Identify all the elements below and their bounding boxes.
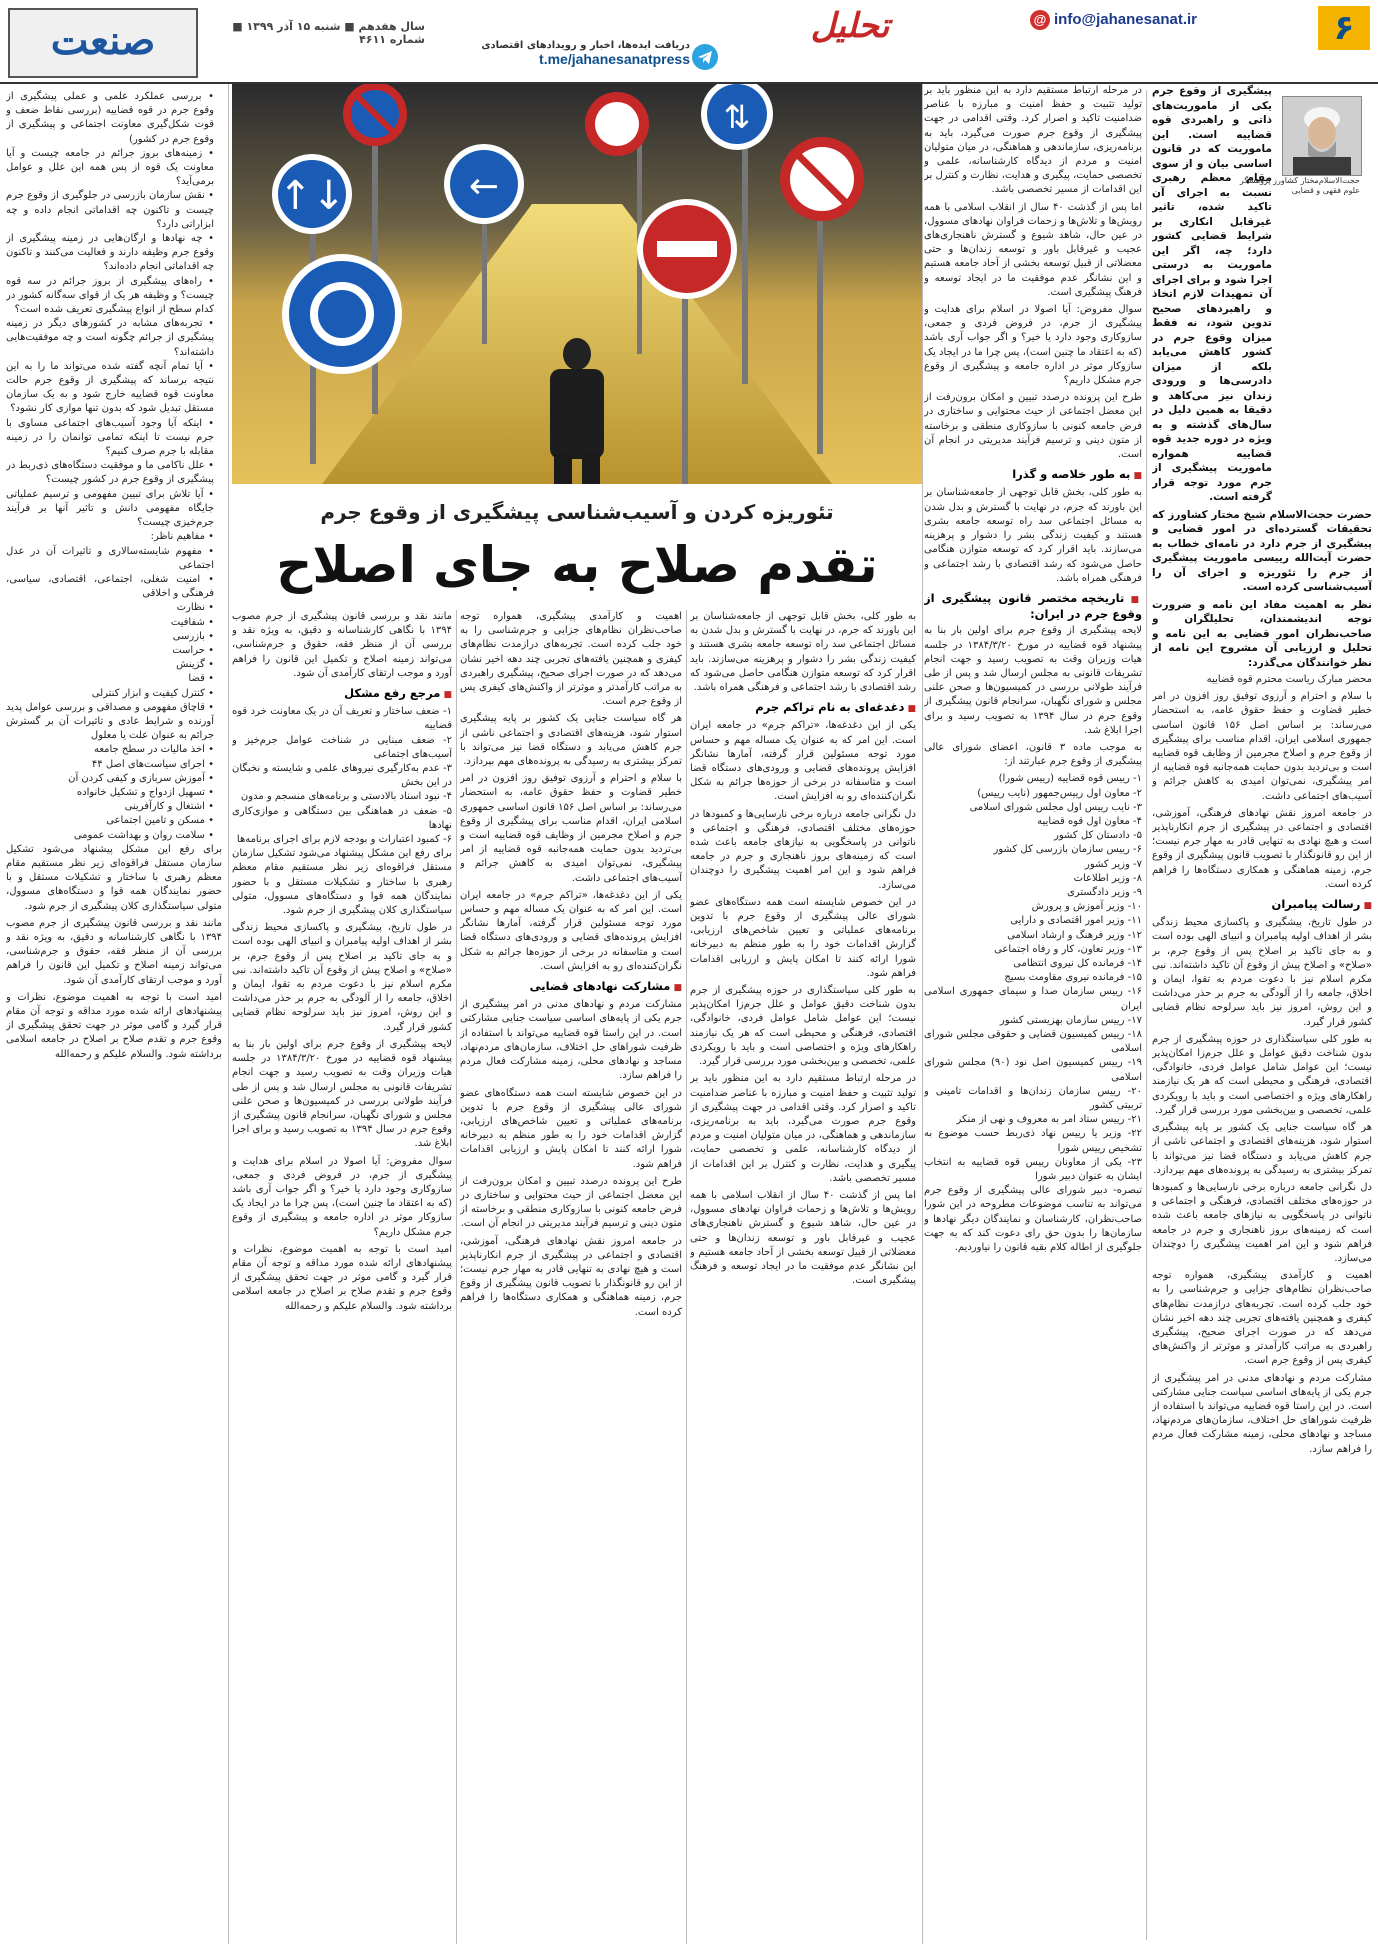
problem-item: ۲- ضعف مبنایی در شناخت عوامل جرم‌خیز و آسیب‌های اجتماعی <box>232 734 452 760</box>
closing-paragraph-2: امید است با توجه به اهمیت موضوع، نظرات و پیشنهادهای ارائه شده مورد مداقه و توجه آن مقام قرار گیرد و گامی موثر در جهت تحقق پیشگیری از وقوع جرم و تقدم صلاح بر اصلاح در جامعه اسلامی برداشته شود. والسلام علیکم و رحمه‌الله <box>6 991 222 1060</box>
author-caption: حجت‌الاسلام‌مختار کشاورز پژوهشگر علوم فقهی و قضایی <box>1239 176 1360 195</box>
problem-item: ۵- ضعف در هماهنگی بین دستگاهی و موازی‌کاری نهادها <box>232 805 452 831</box>
paragraph-l2: به طور کلی، بخش قابل توجهی از جامعه‌شناسان بر این باورند که جرم، در نهایت با گسترش و بدل شدن به مسائل اجتماعی سد راه توسعه جامعه بشری هستند و کیفیت زندگی بشر را دشوار و پرهزینه می‌سازند. باید اقرار کرد که توسعه متوازن هنگامی حاصل می‌شود که رشد اقتصادی با رشد اجتماعی و فرهنگی همراه باشد. <box>690 611 916 694</box>
paragraph-l: به طور کلی، بخش قابل توجهی از جامعه‌شناسان بر این باورند که جرم، در نهایت با گسترش و بدل شدن به مسائل اجتماعی سد راه توسعه جامعه بشری هستند و کیفیت زندگی بشر را دشوار و پرهزینه می‌سازند. باید اقرار کرد که توسعه متوازن هنگامی حاصل می‌شود که رشد اقتصادی با رشد اجتماعی و فرهنگی همراه باشد. <box>924 487 1142 584</box>
paragraph-h2: به طور کلی سیاستگذاری در حوزه پیشگیری از جرم بدون شناخت دقیق عوامل و علل جرم‌زا امکان‌پذیر نیست؛ این عوامل شامل عوامل فردی، خانوادگی، اقتصادی، فرهنگی و محیطی است که هر یک نیازمند راهکارهای ویژه و اختصاصی است و باید با رویکردی علمی، تخصصی و بین‌بخشی مورد بررسی قرار گیرد. <box>690 985 916 1068</box>
concept-item: • سلامت روان و بهداشت عمومی <box>73 829 214 841</box>
council-member-item: ۲۳- یکی از معاونان رییس قوه قضاییه به انتخاب ایشان به عنوان دبیر شورا <box>924 1156 1142 1183</box>
council-member-item: ۱۲- وزیر فرهنگ و ارشاد اسلامی <box>1007 929 1142 941</box>
column-divider <box>456 610 457 1944</box>
paragraph-g2: طرح این پرونده درصدد تبیین و امکان برون‌رفت از این معضل اجتماعی از حیث محتوایی و ساختاری در فرض جامعه کنونی با سازوکاری منطقی و برخاسته از متون دینی و ترسیم فرآیند مدیریتی در انجام آن است. <box>460 1175 682 1230</box>
paragraph-o: اهمیت و کارآمدی پیشگیری، همواره توجه صاحب‌نظران نظام‌های جزایی و جرم‌شناسی را به خود جلب کرده است. تجربه‌های درازمدت نظام‌های کیفری و همچنین یافته‌های تجربی چند دهه اخیر نشان می‌دهد که در صورت اجرای صحیح، پیشگیری راهبردی به مراتب کارآمدتر و موثرتر از واکنش‌های کیفری پس از وقوع جرم است. <box>1152 1270 1372 1367</box>
concept-item: • شفافیت <box>170 616 214 628</box>
review-item: • راه‌های پیشگیری از بروز جرائم در سه قوه چیست؟ و وظیفه هر یک از قوای سه‌گانه کشور در کدام سطح از انواع پیشگیری تعریف شده است؟ <box>6 275 214 316</box>
subhead-history: ■ تاریخچه مختصر قانون پیشگیری از وقوع جرم در ایران: <box>924 591 1142 621</box>
column-5 <box>232 610 452 1944</box>
concept-item: • مسکن و تامین اجتماعی <box>106 815 214 827</box>
problem-item: ۳- عدم به‌کارگیری نیروهای علمی و شایسته و نخبگان در این بخش <box>232 763 452 789</box>
salutation: محضر مبارک ریاست محترم قوه قضاییه <box>1206 674 1372 685</box>
lead-paragraph-3: نظر به اهمیت مفاد این نامه و ضرورت توجه اندیشمندان، تحلیلگران و صاحب‌نظران امور قضایی به این نامه و تحلیل و ارزیابی آن مشروح این نامه از نظر خوانندگان می‌گذرد: <box>1152 598 1372 669</box>
council-member-item: ۱۳- وزیر تعاون، کار و رفاه اجتماعی <box>994 943 1142 955</box>
logo-text: صنعت <box>50 17 156 64</box>
newspaper-logo <box>8 8 198 78</box>
paragraph-n2: دل نگرانی جامعه درباره برخی نارسایی‌ها و کمبودها در حوزه‌های مختلف اقتصادی، فرهنگی و اجتماعی و ناتوانی در پاسخگویی به نیازهای جامعه باعث شده است که زمینه‌های بروز ناهنجاری و جرم در جامعه فراهم شود و این امر اهمیت پیشگیری را دوچندان می‌سازد. <box>690 808 916 891</box>
concept-item: • اشتغال و کارآفرینی <box>124 801 214 813</box>
paragraph-c: در جامعه امروز نقش نهادهای فرهنگی، آموزشی، اقتصادی و اجتماعی در پیشگیری از جرم انکارناپذیر است و هیچ نهادی به تنهایی قادر به مهار جرم نیست؛ از این رو قانونگذار با تصویب قانون پیشگیری از وقوع جرم، زمینه هماهنگی و همکاری دستگاه‌ها را فراهم کرده است. <box>1152 807 1372 890</box>
lead-paragraph-2: حضرت حجت‌الاسلام شیخ مختار کشاورز که تحقیقات گسترده‌ای در امور قضایی و پیشگیری از جرم دارد در نامه‌ای خطاب به حضرت آیت‌الله رییسی ماموریت پیشگیری از جرم را تئوریزه و اجرای آن را آسیب‌شناسی کرده است. <box>1152 508 1372 593</box>
column-1 <box>1152 84 1372 1944</box>
svg-text:←: ← <box>468 166 500 207</box>
column-2 <box>924 84 1142 1944</box>
paragraph-a2: با سلام و احترام و آرزوی توفیق روز افزون در امر خطیر قضاوت و حفظ حقوق عامه، به استحضار می‌رساند: بر اساس اصل ۱۵۶ قانون اساسی جمهوری اسلامی ایران، اقدام مناسب برای پیشگیری از وقوع جرم و اصلاح مجرمین از وظایف قوه قضاییه است و بی‌تردید بدون حمایت همه‌جانبه قوه قضاییه از امر پیشگیری، نمی‌توان امیدی به کاهش جرائم و آسیب‌های اجتماعی داشت. <box>460 773 682 884</box>
section-title: تحلیل <box>810 6 890 46</box>
council-member-item: ۹- وزیر دادگستری <box>1066 886 1142 898</box>
column-divider <box>922 84 923 1944</box>
concept-item: • مفهوم شایسته‌سالاری و تاثیرات آن در عدل اجتماعی <box>6 545 214 571</box>
svg-text:⇅: ⇅ <box>723 98 751 136</box>
paragraph-k: تبصره- دبیر شورای عالی پیشگیری از وقوع جرم می‌تواند به تناسب موضوعات مطروحه در این شورا صاحب‌نظران، کارشناسان و نمایندگان دیگر نهادها و سازمان‌ها را بدون حق رای دعوت کند که به جهت جلوگیری از اطاله کلام بقیه قانون را نیاوردیم. <box>924 1185 1142 1254</box>
concepts-list <box>6 530 222 842</box>
review-item: • علل ناکامی ما و موفقیت دستگاه‌های ذی‌ربط در پیشگیری از وقوع جرم در کشور چیست؟ <box>6 460 214 486</box>
closing-paragraph: امید است با توجه به اهمیت موضوع، نظرات و پیشنهادهای ارائه شده مورد مداقه و توجه آن مقام قرار گیرد و گامی موثر در جهت تحقق پیشگیری از وقوع جرم و تقدم صلاح بر اصلاح در جامعه اسلامی برداشته شود. والسلام علیکم و رحمه‌الله <box>232 1243 452 1312</box>
council-member-item: ۵- دادستان کل کشور <box>1053 830 1142 842</box>
paragraph-c2: در جامعه امروز نقش نهادهای فرهنگی، آموزشی، اقتصادی و اجتماعی در پیشگیری از جرم انکارناپذیر است و هیچ نهادی به تنهایی قادر به مهار جرم نیست؛ از این رو قانونگذار با تصویب قانون پیشگیری از وقوع جرم، زمینه هماهنگی و همکاری دستگاه‌ها را فراهم کرده است. <box>460 1235 682 1318</box>
council-member-item: ۱۶- رییس سازمان صدا و سیمای جمهوری اسلامی ایران <box>924 986 1142 1012</box>
council-member-item: ۱۱- وزیر امور اقتصادی و دارایی <box>1010 915 1142 927</box>
email-text: info@jahanesanat.ir <box>1054 11 1197 28</box>
paragraph-g: طرح این پرونده درصدد تبیین و امکان برون‌رفت از این معضل اجتماعی از حیث محتوایی و ساختاری در فرض جامعه کنونی با سازوکاری منطقی و برخاسته از متون دینی و ترسیم فرآیند مدیریتی در انجام آن است. <box>924 392 1142 461</box>
review-items-list <box>6 90 222 530</box>
paragraph-e2: اما پس از گذشت ۴۰ سال از انقلاب اسلامی با همه رویش‌ها و تلاش‌ها و زحمات فراوان نهادهای مسوول، در عین حال، شاهد شیوع و گسترش ناهنجاری‌های عجیب و غیرقابل باور و توسعه زندان‌ها و حتی معضلاتی از قبیل توسعه بخشی از آحاد جامعه هستیم و این نشانگر عدم موفقیت ما در ایجاد توسعه و فرهنگ پیشگیری است. <box>690 1189 916 1287</box>
paragraph-n: دل نگرانی جامعه درباره برخی نارسایی‌ها و کمبودها در حوزه‌های مختلف اقتصادی، فرهنگی و اجتماعی و ناتوانی در پاسخگویی به نیازهای جامعه باعث شده است که زمینه‌های بروز ناهنجاری و جرم در جامعه فراهم شود و این امر اهمیت پیشگیری را دوچندان می‌سازد. <box>1152 1181 1372 1264</box>
paragraph-o2: اهمیت و کارآمدی پیشگیری، همواره توجه صاحب‌نظران نظام‌های جزایی و جرم‌شناسی را به خود جلب کرده است. تجربه‌های درازمدت نظام‌های کیفری و همچنین یافته‌های تجربی چند دهه اخیر نشان می‌دهد که در صورت اجرای صحیح، پیشگیری راهبردی به مراتب کارآمدتر و موثرتر از واکنش‌های کیفری پس از وقوع جرم است. <box>460 611 682 708</box>
telegram-text: دریافت ایده‌ها، اخبار و رویدادهای اقتصادی <box>481 40 690 51</box>
subhead-judicial-participation: ■ مشارکت نهادهای قضایی <box>460 979 682 995</box>
problems-list <box>232 705 452 847</box>
review-item: • نقش سازمان بازرسی در جلوگیری از وقوع جرم چیست و تاکنون چه اقداماتی انجام داده و چه ابزاراتی دارد؟ <box>6 190 214 230</box>
subhead-resolution: ■ مرجع رفع مشکل <box>232 686 452 702</box>
paragraph-h: به طور کلی سیاستگذاری در حوزه پیشگیری از جرم بدون شناخت دقیق عوامل و علل جرم‌زا امکان‌پذیر نیست؛ این عوامل شامل عوامل فردی، خانوادگی، اقتصادی، فرهنگی و محیطی است که هر یک نیازمند راهکارهای ویژه و اختصاصی است و باید با رویکردی علمی، تخصصی و بین‌بخشی مورد بررسی قرار گیرد. <box>1152 1033 1372 1116</box>
paragraph-m: یکی از این دغدغه‌ها، «تراکم جرم» در جامعه ایران است. این امر که به عنوان یک مساله مهم و حساس مورد توجه مسئولین قرار گرفته، آمارها نشانگر افزایش پرونده‌های قضایی و ورودی‌های دستگاه قضا است و متاسفانه در برخی از حوزه‌ها جرائم به شکل نگران‌کننده‌ای رو به افزایش است. <box>690 720 916 803</box>
subhead-crime-density: ■ دغدغه‌ای به نام تراکم جرم <box>690 700 916 716</box>
review-item: • آیا تمام آنچه گفته شده می‌تواند ما را به این نتیجه برساند که پیشگیری از وقوع جرم حالت معاونت قوه قضاییه خارج شود و به یک سازمان مستقل تبدیل شود که بدون تنها موازی کار نشود؟ <box>6 360 214 415</box>
column-divider <box>1146 90 1147 1940</box>
concept-item: • مفاهیم ناظر: <box>150 531 214 543</box>
concept-item: • گزینش <box>176 659 214 671</box>
paragraph-b: در طول تاریخ، پیشگیری و پاکسازی محیط زندگی بشر از اهداف اولیه پیامبران و انبیای الهی بوده است و به جای تاکید بر اصلاح پس از وقوع جرم، بر «صلاح» و اصلاح پیش از وقوع آن تاکید داشته‌اند. نبی مکرم اسلام نیز با دعوت مردم به تقوا، ایمان و اخلاق، جامعه را از آلودگی به جرم بر حذر می‌داشت و این روش، امروز نیز باید سرلوحه نظام قضایی کشور قرار گیرد. <box>1152 917 1372 1028</box>
telegram-promo <box>440 40 690 80</box>
council-member-item: ۱۰- وزیر آموزش و پرورش <box>1031 901 1142 913</box>
svg-text:↑↓: ↑↓ <box>278 173 346 219</box>
concept-item: • بازرسی <box>172 630 214 642</box>
issue-info: سال هفدهم ■ شنبه ۱۵ آذر ۱۳۹۹ ■ شماره ۴۶۱۱ <box>232 20 425 46</box>
paragraph-q: مشارکت مردم و نهادهای مدنی در امر پیشگیری از جرم یکی از پایه‌های اساسی سیاست جنایی مشارکتی است. در این راستا قوه قضاییه می‌تواند با استفاده از ظرفیت شوراهای حل اختلاف، سازمان‌های مردم‌نهاد، مساجد و نهادهای محلی، زمینه مشارکت فعال مردم را فراهم سازد. <box>1152 1372 1372 1455</box>
concept-item: • امنیت شغلی، اجتماعی، اقتصادی، سیاسی، فرهنگی و اخلاقی <box>6 573 214 600</box>
review-item: • اینکه آیا وجود آسیب‌های اجتماعی مساوی با جرم نیست تا اینکه تمامی توانمان را در زمینه مقابله با جرم صرف کنیم؟ <box>6 417 214 458</box>
council-member-item: ۲۲- وزیر یا رییس نهاد ذی‌ربط حسب موضوع به تشخیص رییس شورا <box>924 1128 1142 1154</box>
paragraph-i: لایحه پیشگیری از وقوع جرم برای اولین بار بنا به پیشنهاد قوه قضاییه در مورخ ۱۳۸۴/۳/۲۰ در جلسه هیات وزیران وقت به تصویب رسید و جهت انجام تشریفات قانونی به مجلس ارسال شد و پس از طی فرآیند طولانی بررسی در کمیسیون‌ها و صحن علنی مجلس و شورای نگهبان، سرانجام قانون پیشگیری از وقوع جرم در سال ۱۳۹۴ به تصویب رسید و برای اجرا ابلاغ شد. <box>924 625 1142 736</box>
concept-item: • حراست <box>172 644 214 656</box>
article-headline: تقدم صلاح به جای اصلاح <box>276 536 878 594</box>
concept-item: • قضا <box>188 673 214 685</box>
paragraph-r2: در این خصوص شایسته است همه دستگاه‌های عضو شورای عالی پیشگیری از وقوع جرم با تدوین برنامه‌های عملیاتی و تعیین شاخص‌های ارزیابی، گزارش اقدامات خود را به طور منظم به دبیرخانه شورا ارائه کنند تا امکان پایش و ارزیابی اقدامات فراهم شود. <box>460 1087 682 1170</box>
review-item: • چه نهادها و ارگان‌هایی در زمینه پیشگیری از وقوع جرم وظیفه دارند و فعالیت می‌کنند و تاکنون چه اقداماتی انجام داده‌اند؟ <box>6 233 214 273</box>
article-photo <box>232 84 922 484</box>
council-member-item: ۲۱- رییس ستاد امر به معروف و نهی از منکر <box>956 1114 1142 1126</box>
column-3 <box>690 610 916 1944</box>
paragraph-b2: در طول تاریخ، پیشگیری و پاکسازی محیط زندگی بشر از اهداف اولیه پیامبران و انبیای الهی بوده است و به جای تاکید بر اصلاح پس از وقوع جرم، بر «صلاح» و اصلاح پیش از وقوع آن تاکید داشته‌اند. نبی مکرم اسلام نیز با دعوت مردم به تقوا، ایمان و اخلاق، جامعه را از آلودگی به جرم بر حذر می‌داشت و این روش، امروز نیز باید سرلوحه نظام قضایی کشور قرار گیرد. <box>232 922 452 1033</box>
concept-item: • نظارت <box>176 602 214 614</box>
paragraph-d2: در مرحله ارتباط مستقیم دارد به این منظور باید بر تولید تثبیت و حفظ امنیت و مبارزه با عناصر ضدامنیت تاکید و اصرار کرد. وقتی اقدامی در جهت پیشگیری از وقوع جرم صورت می‌گیرد، باید به برنامه‌ریزی، سازماندهی و هماهنگی، در میان متولیان امنیت و مردم از دیدگاه کارشناسانه، علمی و تخصصی حمایت، پیگیری و هدایت، نظارت و کنترل بر این اقدامات از مسیر تخصصی باشد. <box>690 1073 916 1184</box>
subhead-prophets: ■ رسالت پیامبران <box>1152 897 1372 913</box>
problem-item: ۴- نبود اسناد بالادستی و برنامه‌های منسجم و مدون <box>240 791 452 803</box>
problem-item: ۱- ضعف ساختار و تعریف آن در یک معاونت خرد قوه قضاییه <box>232 706 452 732</box>
telegram-link[interactable]: t.me/jahanesanatpress <box>539 51 690 67</box>
column-6 <box>6 90 222 1944</box>
review-item: • تجربه‌های مشابه در کشورهای دیگر در زمینه پیشگیری از جرائم چگونه است و چه موفقیت‌هایی داشته‌اند؟ <box>6 318 214 358</box>
paragraph-i2: لایحه پیشگیری از وقوع جرم برای اولین بار بنا به پیشنهاد قوه قضاییه در مورخ ۱۳۸۴/۳/۲۰ در جلسه هیات وزیران وقت به تصویب رسید و جهت انجام تشریفات قانونی به مجلس ارسال شد و پس از طی فرآیند طولانی بررسی در کمیسیون‌ها و صحن علنی مجلس و شورای نگهبان، سرانجام قانون پیشگیری از وقوع جرم در سال ۱۳۹۴ به تصویب رسید و برای اجرا ابلاغ شد. <box>232 1038 452 1150</box>
paragraph-m2: یکی از این دغدغه‌ها، «تراکم جرم» در جامعه ایران است. این امر که به عنوان یک مساله مهم و حساس مورد توجه مسئولین قرار گرفته، آمارها نشانگر افزایش پرونده‌های قضایی و ورودی‌های دستگاه قضا است و متاسفانه در برخی از حوزه‌ها جرائم به شکل نگران‌کننده‌ای رو به افزایش است. <box>460 889 682 972</box>
paragraph-f2: سوال مفروض: آیا اصولا در اسلام برای هدایت و پیشگیری از جرم، در فروض فردی و جمعی، سازوکاری وجود دارد یا خیر؟ و اگر جواب آری باشد (که به اعتقاد ما چنین است)، پس چرا ما در ایجاد یک سازوکار موثر در اداره جامعه و پیشگیری از وقوع جرم مشکل داریم؟ <box>232 1155 452 1238</box>
lead-paragraph: پیشگیری از وقوع جرم یکی از ماموریت‌های ذاتی و راهبردی قوه قضاییه است. این ماموریت که در قانون اساسی بیان و از سوی مقام معظم رهبری نسبت به اجرای آن تاکید شده، تاثیر غیرقابل انکاری بر شرایط قضایی کشور دارد؛ چه، اگر این ماموریت به درستی اجرا شود و برای اجرای آن تمهیدات لازم اتخاذ و راهبردهای صحیح تدوین شود، نه فقط میزان وقوع جرم در کشور کاهش می‌یابد بلکه از میزان دادرسی‌ها و ورودی زندان نیز می‌کاهد و دقیقا به همین دلیل در سال‌های گذشته و به ویژه در دوره جدید قوه قضاییه همواره ماموریت پیشگیری از جرم مورد توجه قرار گرفته است. <box>1152 85 1272 503</box>
paragraph-a: با سلام و احترام و آرزوی توفیق روز افزون در امر خطیر قضاوت و حفظ حقوق عامه، به استحضار می‌رساند: بر اساس اصل ۱۵۶ قانون اساسی جمهوری اسلامی ایران، اقدام مناسب برای پیشگیری از وقوع جرم و اصلاح مجرمین از وظایف قوه قضاییه است و بی‌تردید بدون حمایت همه‌جانبه قوه قضاییه از امر پیشگیری، نمی‌توان امیدی به کاهش جرائم و آسیب‌های اجتماعی داشت. <box>1152 691 1372 802</box>
council-member-item: ۶- رییس سازمان بازرسی کل کشور <box>993 844 1142 856</box>
council-member-item: ۸- وزیر اطلاعات <box>1073 872 1142 884</box>
page-number: ۶ <box>1318 6 1370 50</box>
council-member-item: ۲- معاون اول رییس‌جمهور (نایب رییس) <box>977 787 1142 799</box>
concept-item: • اخذ مالیات در سطح جامعه <box>93 744 214 756</box>
concept-item: • کنترل کیفیت و ابزار کنترلی <box>91 687 214 699</box>
paragraph-s2: مانند نقد و بررسی قانون پیشگیری از جرم مصوب ۱۳۹۴ با نگاهی کارشناسانه و دقیق، به ویژه نقد و بررسی آن از منظر فقه، حقوق و جرم‌شناسی، می‌تواند زمینه اصلاح و تکمیل این قانون را فراهم آورد و موجب ارتقای کارآمدی آن شود. <box>6 917 222 986</box>
paragraph-t2: برای رفع این مشکل پیشنهاد می‌شود تشکیل سازمان مستقل فراقوه‌ای زیر نظر مستقیم مقام معظم رهبری با ساختار و تشکیلات مستقل و با حضور نمایندگان همه قوا و دستگاه‌های مسوول، متولی سیاستگذاری کلان پیشگیری از جرم شود. <box>6 843 222 912</box>
email-address[interactable] <box>1030 10 1210 36</box>
council-member-item: ۱۵- فرمانده نیروی مقاومت بسیج <box>1004 972 1142 984</box>
paragraph-e: اما پس از گذشت ۴۰ سال از انقلاب اسلامی با همه رویش‌ها و تلاش‌ها و زحمات فراوان نهادهای مسوول، در عین حال، شاهد شیوع و گسترش ناهنجاری‌های عجیب و غیرقابل باور و توسعه زندان‌ها و حتی معضلاتی از قبیل توسعه بخشی از آحاد جامعه هستیم و این نشانگر عدم موفقیت ما در ایجاد توسعه و فرهنگ پیشگیری است. <box>924 201 1142 298</box>
council-members-list <box>924 772 1142 1184</box>
column-divider <box>228 84 229 1944</box>
paragraph-p: هر گاه سیاست جنایی یک کشور بر پایه پیشگیری استوار شود، هزینه‌های اقتصادی و اجتماعی ناشی از جرم کاهش می‌یابد و دستگاه قضا نیز می‌تواند با تمرکز بیشتری به رسیدگی به پرونده‌های مهم بپردازد. <box>1152 1122 1372 1176</box>
review-item: • بررسی عملکرد علمی و عملی پیشگیری از وقوع جرم در قوه قضاییه (بررسی نقاط ضعف و قوت شکل‌گیری معاونت اجتماعی و پیشگیری از وقوع جرم در کشور) <box>6 91 214 145</box>
paragraph-t: برای رفع این مشکل پیشنهاد می‌شود تشکیل سازمان مستقل فراقوه‌ای زیر نظر مستقیم مقام معظم رهبری با ساختار و تشکیلات مستقل و با حضور نمایندگان همه قوا و دستگاه‌های مسوول، متولی سیاستگذاری کلان پیشگیری از جرم شود. <box>232 848 452 917</box>
email-icon: @ <box>1030 10 1050 30</box>
council-member-item: ۱۸- رییس کمیسیون قضایی و حقوقی مجلس شورای اسلامی <box>924 1029 1142 1055</box>
concept-item: • تسهیل ازدواج و تشکیل خانواده <box>76 786 214 798</box>
subhead-summary: ■ به طور خلاصه و گذرا <box>924 467 1142 483</box>
concept-item: • قاچاق مفهومی و مصداقی و بررسی عوامل پدید آورنده و شرایط عادی و تاثیرات آن بر گسترش جرائم به عنوان علت یا معلول <box>6 701 214 742</box>
problem-item: ۶- کمبود اعتبارات و بودجه لازم برای اجرای برنامه‌ها <box>236 834 452 846</box>
paragraph-f: سوال مفروض: آیا اصولا در اسلام برای هدایت و پیشگیری از جرم، در فروض فردی و جمعی، سازوکاری وجود دارد یا خیر؟ و اگر جواب آری باشد (که به اعتقاد ما چنین است)، پس چرا ما در ایجاد یک سازوکار موثر در اداره جامعه و پیشگیری از وقوع جرم مشکل داریم؟ <box>924 304 1142 387</box>
council-member-item: ۳- نایب رییس اول مجلس شورای اسلامی <box>969 801 1142 813</box>
council-member-item: ۱۴- فرمانده کل نیروی انتظامی <box>1013 957 1142 969</box>
concept-item: • اجرای سیاست‌های اصل ۴۴ <box>91 758 214 770</box>
council-member-item: ۷- وزیر کشور <box>1085 858 1142 870</box>
council-member-item: ۱- رییس قوه قضاییه (رییس شورا) <box>998 773 1142 785</box>
article-kicker: تئوریزه کردن و آسیب‌شناسی پیشگیری از وقوع جرم <box>320 500 834 524</box>
council-member-item: ۲۰- رییس سازمان زندان‌ها و اقدامات تامینی و تربیتی کشور <box>924 1085 1142 1112</box>
council-member-item: ۱۹- رییس کمیسیون اصل نود (۹۰) مجلس شورای اسلامی <box>924 1057 1142 1083</box>
column-divider <box>686 610 687 1944</box>
paragraph-p2: هر گاه سیاست جنایی یک کشور بر پایه پیشگیری استوار شود، هزینه‌های اقتصادی و اجتماعی ناشی از جرم کاهش می‌یابد و دستگاه قضا نیز می‌تواند با تمرکز بیشتری به رسیدگی به پرونده‌های مهم بپردازد. <box>460 713 682 768</box>
column-4 <box>460 610 682 1944</box>
paragraph-d: در مرحله ارتباط مستقیم دارد به این منظور باید بر تولید تثبیت و حفظ امنیت و مبارزه با عناصر ضدامنیت تاکید و اصرار کرد. وقتی اقدامی در جهت پیشگیری از وقوع جرم صورت می‌گیرد، باید به برنامه‌ریزی، سازماندهی و هماهنگی، در میان متولیان امنیت و مردم از دیدگاه کارشناسانه، علمی و تخصصی حمایت، پیگیری و هدایت، نظارت و کنترل بر این اقدامات از مسیر تخصصی باشد. <box>924 85 1142 196</box>
council-member-item: ۱۷- رییس سازمان بهزیستی کشور <box>999 1014 1142 1026</box>
paragraph-s: مانند نقد و بررسی قانون پیشگیری از جرم مصوب ۱۳۹۴ با نگاهی کارشناسانه و دقیق، به ویژه نقد و بررسی آن از منظر فقه، حقوق و جرم‌شناسی، می‌تواند زمینه اصلاح و تکمیل این قانون را فراهم آورد و موجب ارتقای کارآمدی آن شود. <box>232 611 452 679</box>
paragraph-q2: مشارکت مردم و نهادهای مدنی در امر پیشگیری از جرم یکی از پایه‌های اساسی سیاست جنایی مشارکتی است. در این راستا قوه قضاییه می‌تواند با استفاده از ظرفیت شوراهای حل اختلاف، سازمان‌های مردم‌نهاد، مساجد و نهادهای محلی، زمینه مشارکت فعال مردم را فراهم سازد. <box>460 999 682 1082</box>
review-item: • زمینه‌های بروز جرائم در جامعه چیست و آیا معاونت یک قوه از پس همه این علل و عوامل برمی‌آید؟ <box>6 147 214 188</box>
paragraph-r: در این خصوص شایسته است همه دستگاه‌های عضو شورای عالی پیشگیری از وقوع جرم با تدوین برنامه‌های عملیاتی و تعیین شاخص‌های ارزیابی، گزارش اقدامات خود را به طور منظم به دبیرخانه شورا ارائه کنند تا امکان پایش و ارزیابی اقدامات فراهم شود. <box>690 896 916 979</box>
paragraph-j: به موجب ماده ۳ قانون، اعضای شورای عالی پیشگیری از وقوع جرم عبارتند از: <box>924 741 1142 768</box>
council-member-item: ۴- معاون اول قوه قضاییه <box>1037 815 1142 827</box>
telegram-icon <box>692 44 718 70</box>
review-item: • آیا تلاش برای تبیین مفهومی و ترسیم عملیاتی جایگاه مفهومی دانش و تاثیر آنها بر فرآیند جرم‌خیزی چیست؟ <box>6 488 214 529</box>
concept-item: • آموزش سربازی و کیفی کردن آن <box>68 772 214 784</box>
